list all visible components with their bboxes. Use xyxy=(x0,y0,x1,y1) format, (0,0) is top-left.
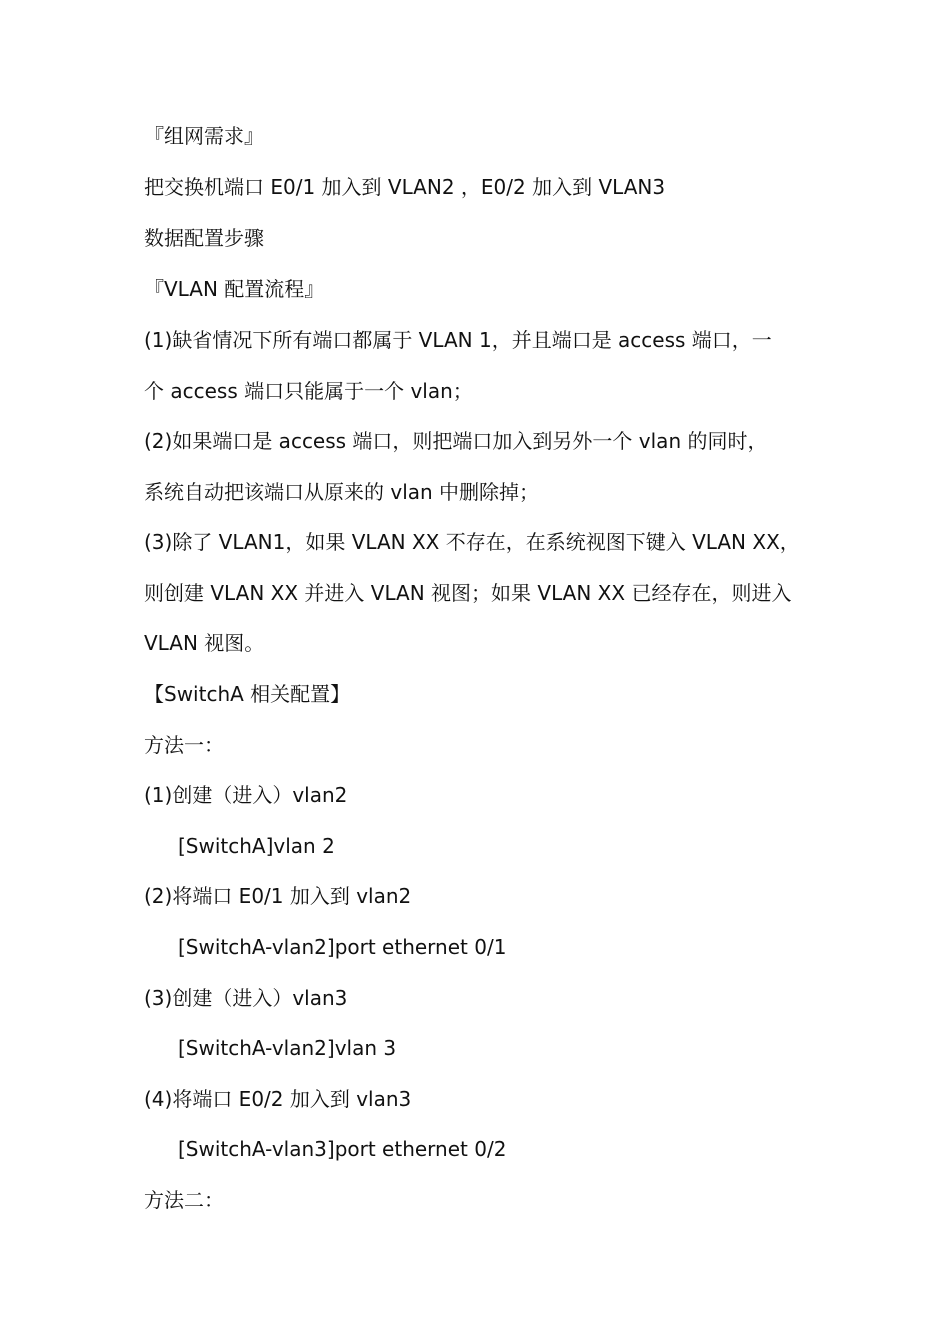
paragraph-line: (3)除了 VLAN1，如果 VLAN XX 不存在，在系统视图下键入 VLAN XX， xyxy=(144,530,800,554)
paragraph-line: 系统自动把该端口从原来的 vlan 中删除掉； xyxy=(144,480,540,504)
command-line: [SwitchA-vlan3]port ethernet 0/2 xyxy=(178,1137,507,1161)
requirement-text: 把交换机端口 E0/1 加入到 VLAN2 ，E0/2 加入到 VLAN3 xyxy=(144,175,666,199)
command-line: [SwitchA-vlan2]port ethernet 0/1 xyxy=(178,935,507,959)
step-line: (4)将端口 E0/2 加入到 vlan3 xyxy=(144,1087,412,1111)
paragraph-line: VLAN 视图。 xyxy=(144,631,265,655)
step-line: (2)将端口 E0/1 加入到 vlan2 xyxy=(144,884,412,908)
paragraph-line: 则创建 VLAN XX 并进入 VLAN 视图；如果 VLAN XX 已经存在，则进入 xyxy=(144,581,792,605)
step-line: (1)创建（进入）vlan2 xyxy=(144,783,348,807)
method-heading: 方法二： xyxy=(144,1188,224,1212)
section-heading-switcha-config: 【SwitchA 相关配置】 xyxy=(144,682,351,706)
command-line: [SwitchA]vlan 2 xyxy=(178,834,335,858)
step-line: (3)创建（进入）vlan3 xyxy=(144,986,348,1010)
paragraph-line: 个 access 端口只能属于一个 vlan； xyxy=(144,379,473,403)
paragraph-line: (2)如果端口是 access 端口，则把端口加入到另外一个 vlan 的同时， xyxy=(144,429,768,453)
paragraph-line: (1)缺省情况下所有端口都属于 VLAN 1，并且端口是 access 端口，一 xyxy=(144,328,772,352)
command-line: [SwitchA-vlan2]vlan 3 xyxy=(178,1036,397,1060)
method-heading: 方法一： xyxy=(144,733,224,757)
section-heading-vlan-flow: 『VLAN 配置流程』 xyxy=(144,277,325,301)
subheading-config-steps: 数据配置步骤 xyxy=(144,226,264,250)
section-heading-networking-requirements: 『组网需求』 xyxy=(144,124,264,148)
